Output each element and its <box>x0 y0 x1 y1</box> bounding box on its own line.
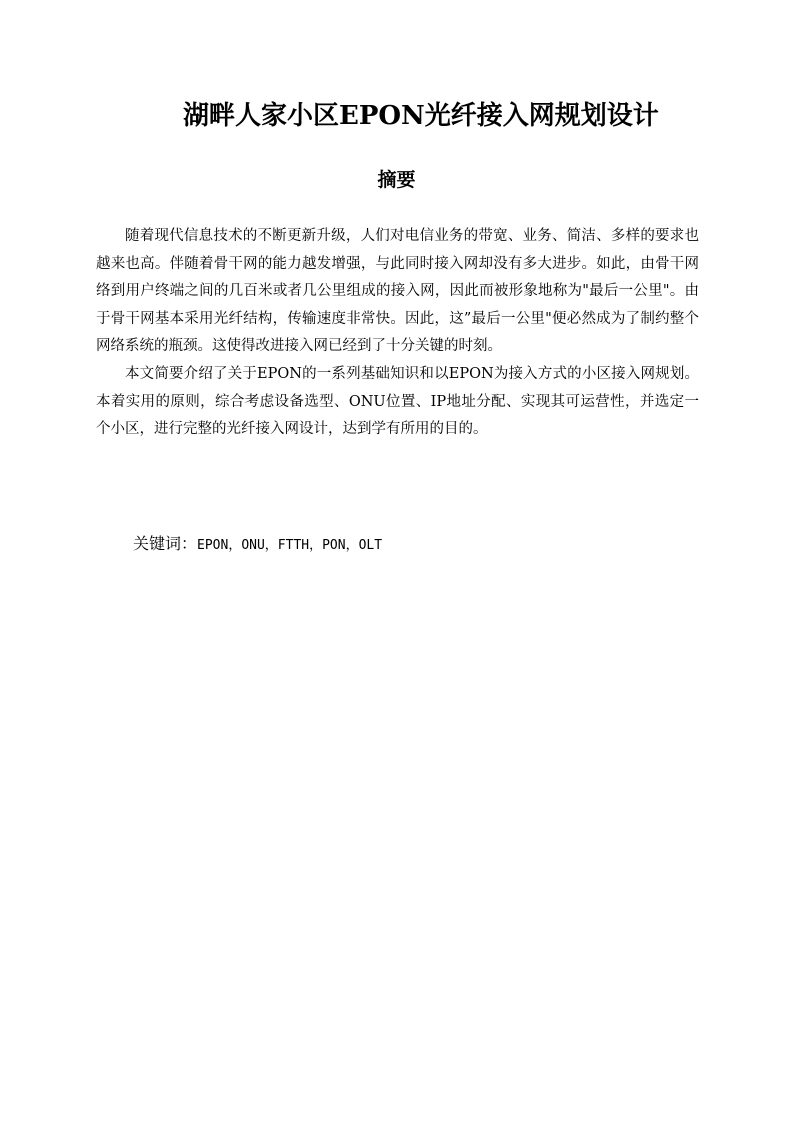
abstract-paragraph: 本文简要介绍了关于EPON的一系列基础知识和以EPON为接入方式的小区接入网规划。本着实用的原则，综合考虑设备选型、ONU位置、IP地址分配、实现其可运营性，并选定一个小区，进行完整的光纤接入网设计，达到学有所用的目的。 <box>96 365 699 438</box>
abstract-paragraph: 随着现代信息技术的不断更新升级，人们对电信业务的带宽、业务、简洁、多样的要求也越来也高。伴随着骨干网的能力越发增强，与此同时接入网却没有多大进步。如此，由骨干网络到用户终端之间的几百米或者几公里组成的接入网，因此而被形象地称为"最后一公里"。由于骨干网基本采用光纤结构，传输速度非常快。因此，这”最后一公里"便必然成为了制约整个网络系统的瓶颈。这使得改进接入网已经到了十分关键的时刻。 <box>96 228 699 355</box>
keywords-label: 关键词： <box>133 534 198 553</box>
abstract-heading: 摘要 <box>377 169 416 191</box>
keywords-line <box>133 530 693 560</box>
document-title: 湖畔人家小区EPON光纤接入网规划设计 <box>183 101 659 131</box>
keywords-value: EPON，ONU，FTTH，PON，OLT <box>197 538 383 553</box>
abstract-body <box>96 223 699 444</box>
